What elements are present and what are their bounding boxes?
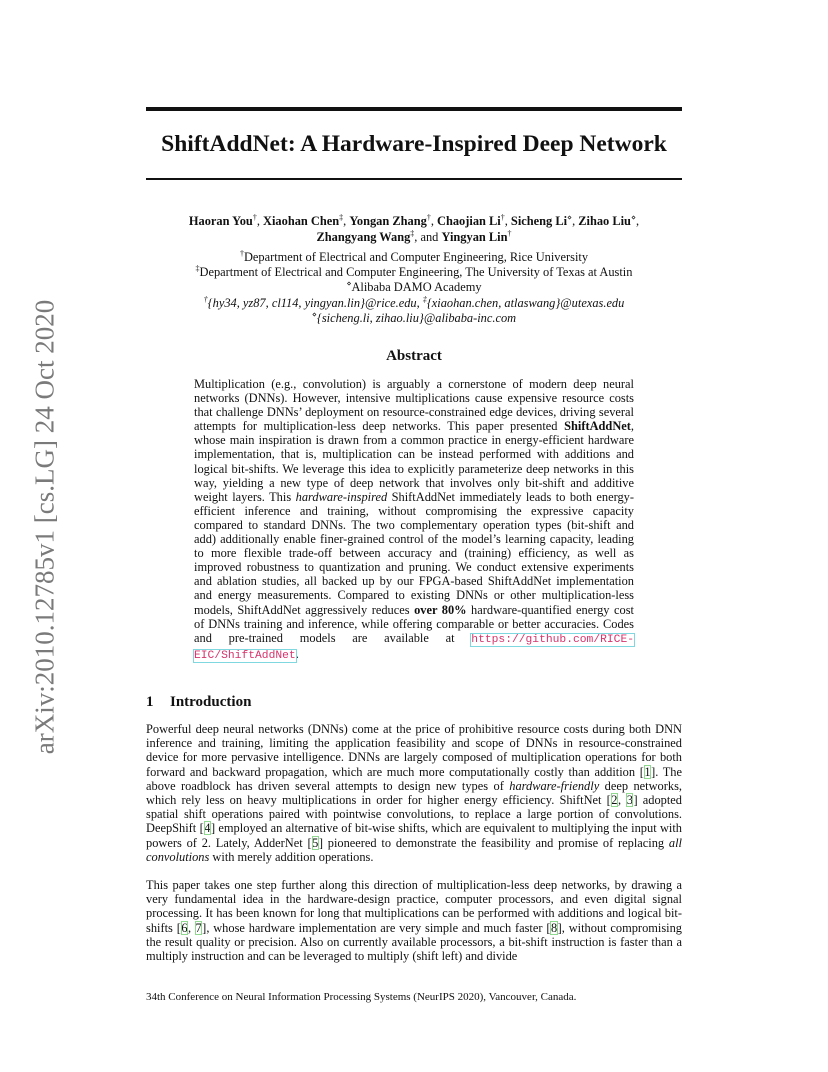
author-affil-mark: † <box>507 229 512 238</box>
author-affil-mark: ‡ <box>410 229 415 238</box>
body-text: adopted spatial shift operations paired with pointwise convolutions, to replace a large portion of convolutions. DeepShift <box>146 793 683 836</box>
body-text: This paper takes one step further along this direction of multiplication-less deep networks, by drawing a very fundamental idea in the hardware-design practice, computer processors, and even digital signal processing. It has been known for long that multiplications can be performed with additions and logical bit-shifts <box>146 878 682 935</box>
email-line <box>146 311 682 326</box>
title-top-rule <box>146 107 682 111</box>
affil-mark: † <box>203 294 208 304</box>
author-name: Chaojian Li <box>437 214 501 228</box>
citation-link[interactable]: 6 <box>181 920 188 935</box>
arxiv-stamp-text: arXiv:2010.12785v1 [cs.LG] 24 Oct 2020 <box>29 299 60 755</box>
abstract-heading: Abstract <box>386 348 442 364</box>
affil-mark: ⋄ <box>346 279 352 289</box>
abstract-body <box>194 377 634 663</box>
affil-mark: ‡ <box>422 294 427 304</box>
author-affil-mark: ⋄ <box>630 213 636 222</box>
author-name: Yingyan Lin <box>441 230 508 244</box>
email-text: {hy34, yz87, cl114, yingyan.lin}@rice.edu, <box>207 295 423 310</box>
author-affil-mark: † <box>500 213 505 222</box>
body-text: , <box>617 793 627 808</box>
body-text: . The above roadblock has driven several attempts to design new types of <box>146 764 682 793</box>
author-name: Zhangyang Wang <box>316 230 411 244</box>
body-italic: hardware-friendly <box>509 778 600 793</box>
author-name: Zihao Liu <box>578 214 631 228</box>
body-text: , <box>188 920 195 935</box>
section-title: Introduction <box>170 694 252 710</box>
email-line <box>146 296 682 311</box>
citation-link[interactable]: 5 <box>312 835 319 850</box>
title-bottom-rule <box>146 178 682 180</box>
author-name: Yongan Zhang <box>349 214 427 228</box>
abstract-text: Multiplication (e.g., convolution) is arguably a cornerstone of modern deep neural networks (DNNs). However, intensive multiplications cause expensive resource costs that challenge DNNs’ deployment on resource-constrained edge devices, driving several attempts for multiplication-less deep networks. This paper presented <box>194 377 634 434</box>
abstract-bold: over 80% <box>414 602 467 617</box>
body-text: employed an alternative of bit-wise shifts, which are equivalent to multiplying the input with powers of 2. Lately, AdderNet <box>146 821 683 850</box>
arxiv-stamp <box>29 292 60 762</box>
citation-link[interactable]: 4 <box>204 821 211 836</box>
affiliation-line <box>146 250 682 265</box>
author-name: Sicheng Li <box>510 214 568 228</box>
email-text: {sicheng.li, zihao.liu}@alibaba-inc.com <box>316 310 517 325</box>
affil-mark: ‡ <box>195 264 200 274</box>
affiliation-line <box>146 265 682 280</box>
intro-paragraph-2: This paper takes one step further along this direction of multiplication-less deep networks, by drawing a very fundamental idea in the hardware-design practice, computer processors, and even digital signal processing. It has been known for long that multiplications can be performed with additions and logical bit-shifts [6, 7], whose hardware implementation are very simple and much faster [8], without compromising the result quality or precision. Also on currently available processors, a bit-shift instruction is faster than a multiply instruction and can be leveraged to multiply (shift left) and divide <box>146 878 682 964</box>
abstract-text: . <box>295 646 299 661</box>
abstract-bold: ShiftAddNet <box>564 419 631 434</box>
citation-link[interactable]: 2 <box>611 793 618 808</box>
code-repo-link[interactable]: https://github.com/RICE-EIC/ShiftAddNet <box>194 633 634 662</box>
author-name: Haoran You <box>188 214 253 228</box>
body-text: pioneered to demonstrate the feasibility and promise of replacing <box>322 835 669 850</box>
affil-mark: ⋄ <box>311 309 317 319</box>
affiliation-text: Department of Electrical and Computer Engineering, The University of Texas at Austin <box>199 265 633 280</box>
author-affil-mark: † <box>252 213 257 222</box>
author-name: Xiaohan Chen <box>263 214 340 228</box>
citation-link[interactable]: 1 <box>644 764 651 779</box>
intro-paragraph-1: Powerful deep neural networks (DNNs) come at the price of prohibitive resource costs during both DNN inference and training, limiting the application feasibility and scope of DNNs in resource-constrained device for more pervasive intelligence. DNNs are largely composed of multiplication operations for both forward and backward propagation, which are much more computationally costly than addition [1]. The above roadblock has driven several attempts to design new types of hardware-friendly deep networks, which rely less on heavy multiplications in order for higher energy efficiency. ShiftNet [2, 3] adopted spatial shift operations paired with pointwise convolutions, to replace a large portion of convolutions. DeepShift [4] employed an alternative of bit-wise shifts, which are equivalent to multiplying the input with powers of 2. Lately, AdderNet [5] pioneered to demonstrate the feasibility and promise of replacing all convolutions with merely addition operations. <box>146 722 683 864</box>
author-affil-mark: ⋄ <box>567 213 573 222</box>
affil-mark: † <box>239 249 244 258</box>
section-number: 1 <box>146 694 154 710</box>
affiliations <box>146 250 682 326</box>
affiliation-line <box>146 280 682 295</box>
citation-link[interactable]: 7 <box>195 920 202 935</box>
conference-footer: 34th Conference on Neural Information Processing Systems (NeurIPS 2020), Vancouver, Canada. <box>146 991 577 1003</box>
body-text: , whose hardware implementation are very simple and much faster <box>206 920 547 935</box>
abstract-text: hardware-quantified energy cost of DNNs training and inference, while offering comparable or better accuracies. Codes and pre-trained models are available at <box>194 602 634 645</box>
section-heading <box>146 694 251 711</box>
author-list: Haoran You†, Xiaohan Chen‡, Yongan Zhang†, Chaojian Li†, Sicheng Li⋄, Zihao Liu⋄, Zhangyang Wang‡, and Yingyan Lin† <box>188 213 640 244</box>
author-affil-mark: † <box>426 213 431 222</box>
body-text: , without compromising the result quality or precision. Also on currently available processors, a bit-shift instruction is faster than a multiply instruction and can be leveraged to multiply (shift left) and divide <box>146 920 682 964</box>
body-text: deep networks, which rely less on heavy multiplications in order for higher energy efficiency. ShiftNet <box>146 778 682 808</box>
author-affil-mark: ‡ <box>339 213 344 222</box>
body-text: Powerful deep neural networks (DNNs) come at the price of prohibitive resource costs during both DNN inference and training, limiting the application feasibility and scope of DNNs in resource-constrained device for more pervasive intelligence. DNNs are largely composed of multiplication operations for both forward and backward propagation, which are much more computationally costly than addition <box>146 722 682 779</box>
body-italic: all convolutions <box>146 835 682 864</box>
affiliation-text: Alibaba DAMO Academy <box>351 280 482 295</box>
email-text: {xiaohan.chen, atlaswang}@utexas.edu <box>426 295 625 310</box>
abstract-italic: hardware-inspired <box>295 489 388 504</box>
paper-title: ShiftAddNet: A Hardware-Inspired Deep Network <box>161 131 667 157</box>
body-text: with merely addition operations. <box>209 849 374 864</box>
author-conjunction: , and <box>414 230 442 244</box>
abstract-text: , whose main inspiration is drawn from a common practice in energy-efficient hardware implementation, that is, multiplication can be instead performed with additions and logical bit-shifts. We leverage this idea to explicitly parameterize deep networks in this way, yielding a new type of deep network that involves only bit-shift and additive weight layers. This <box>194 419 634 504</box>
citation-link[interactable]: 3 <box>626 793 633 808</box>
affiliation-text: Department of Electrical and Computer Engineering, Rice University <box>243 250 589 264</box>
citation-link[interactable]: 8 <box>550 920 558 935</box>
abstract-text: ShiftAddNet immediately leads to both energy-efficient inference and training, without compromising the expressive capacity compared to standard DNNs. The two complementary operation types (bit-shift and add) additionally enable finer-grained control of the model’s learning capacity, leading to more flexible trade-off between accuracy and (training) efficiency, as well as improved robustness to quantization and pruning. We conduct extensive experiments and ablation studies, all backed up by our FPGA-based ShiftAddNet implementation and energy measurements. Compared to existing DNNs or other multiplication-less models, ShiftAddNet aggressively reduces <box>194 489 634 617</box>
